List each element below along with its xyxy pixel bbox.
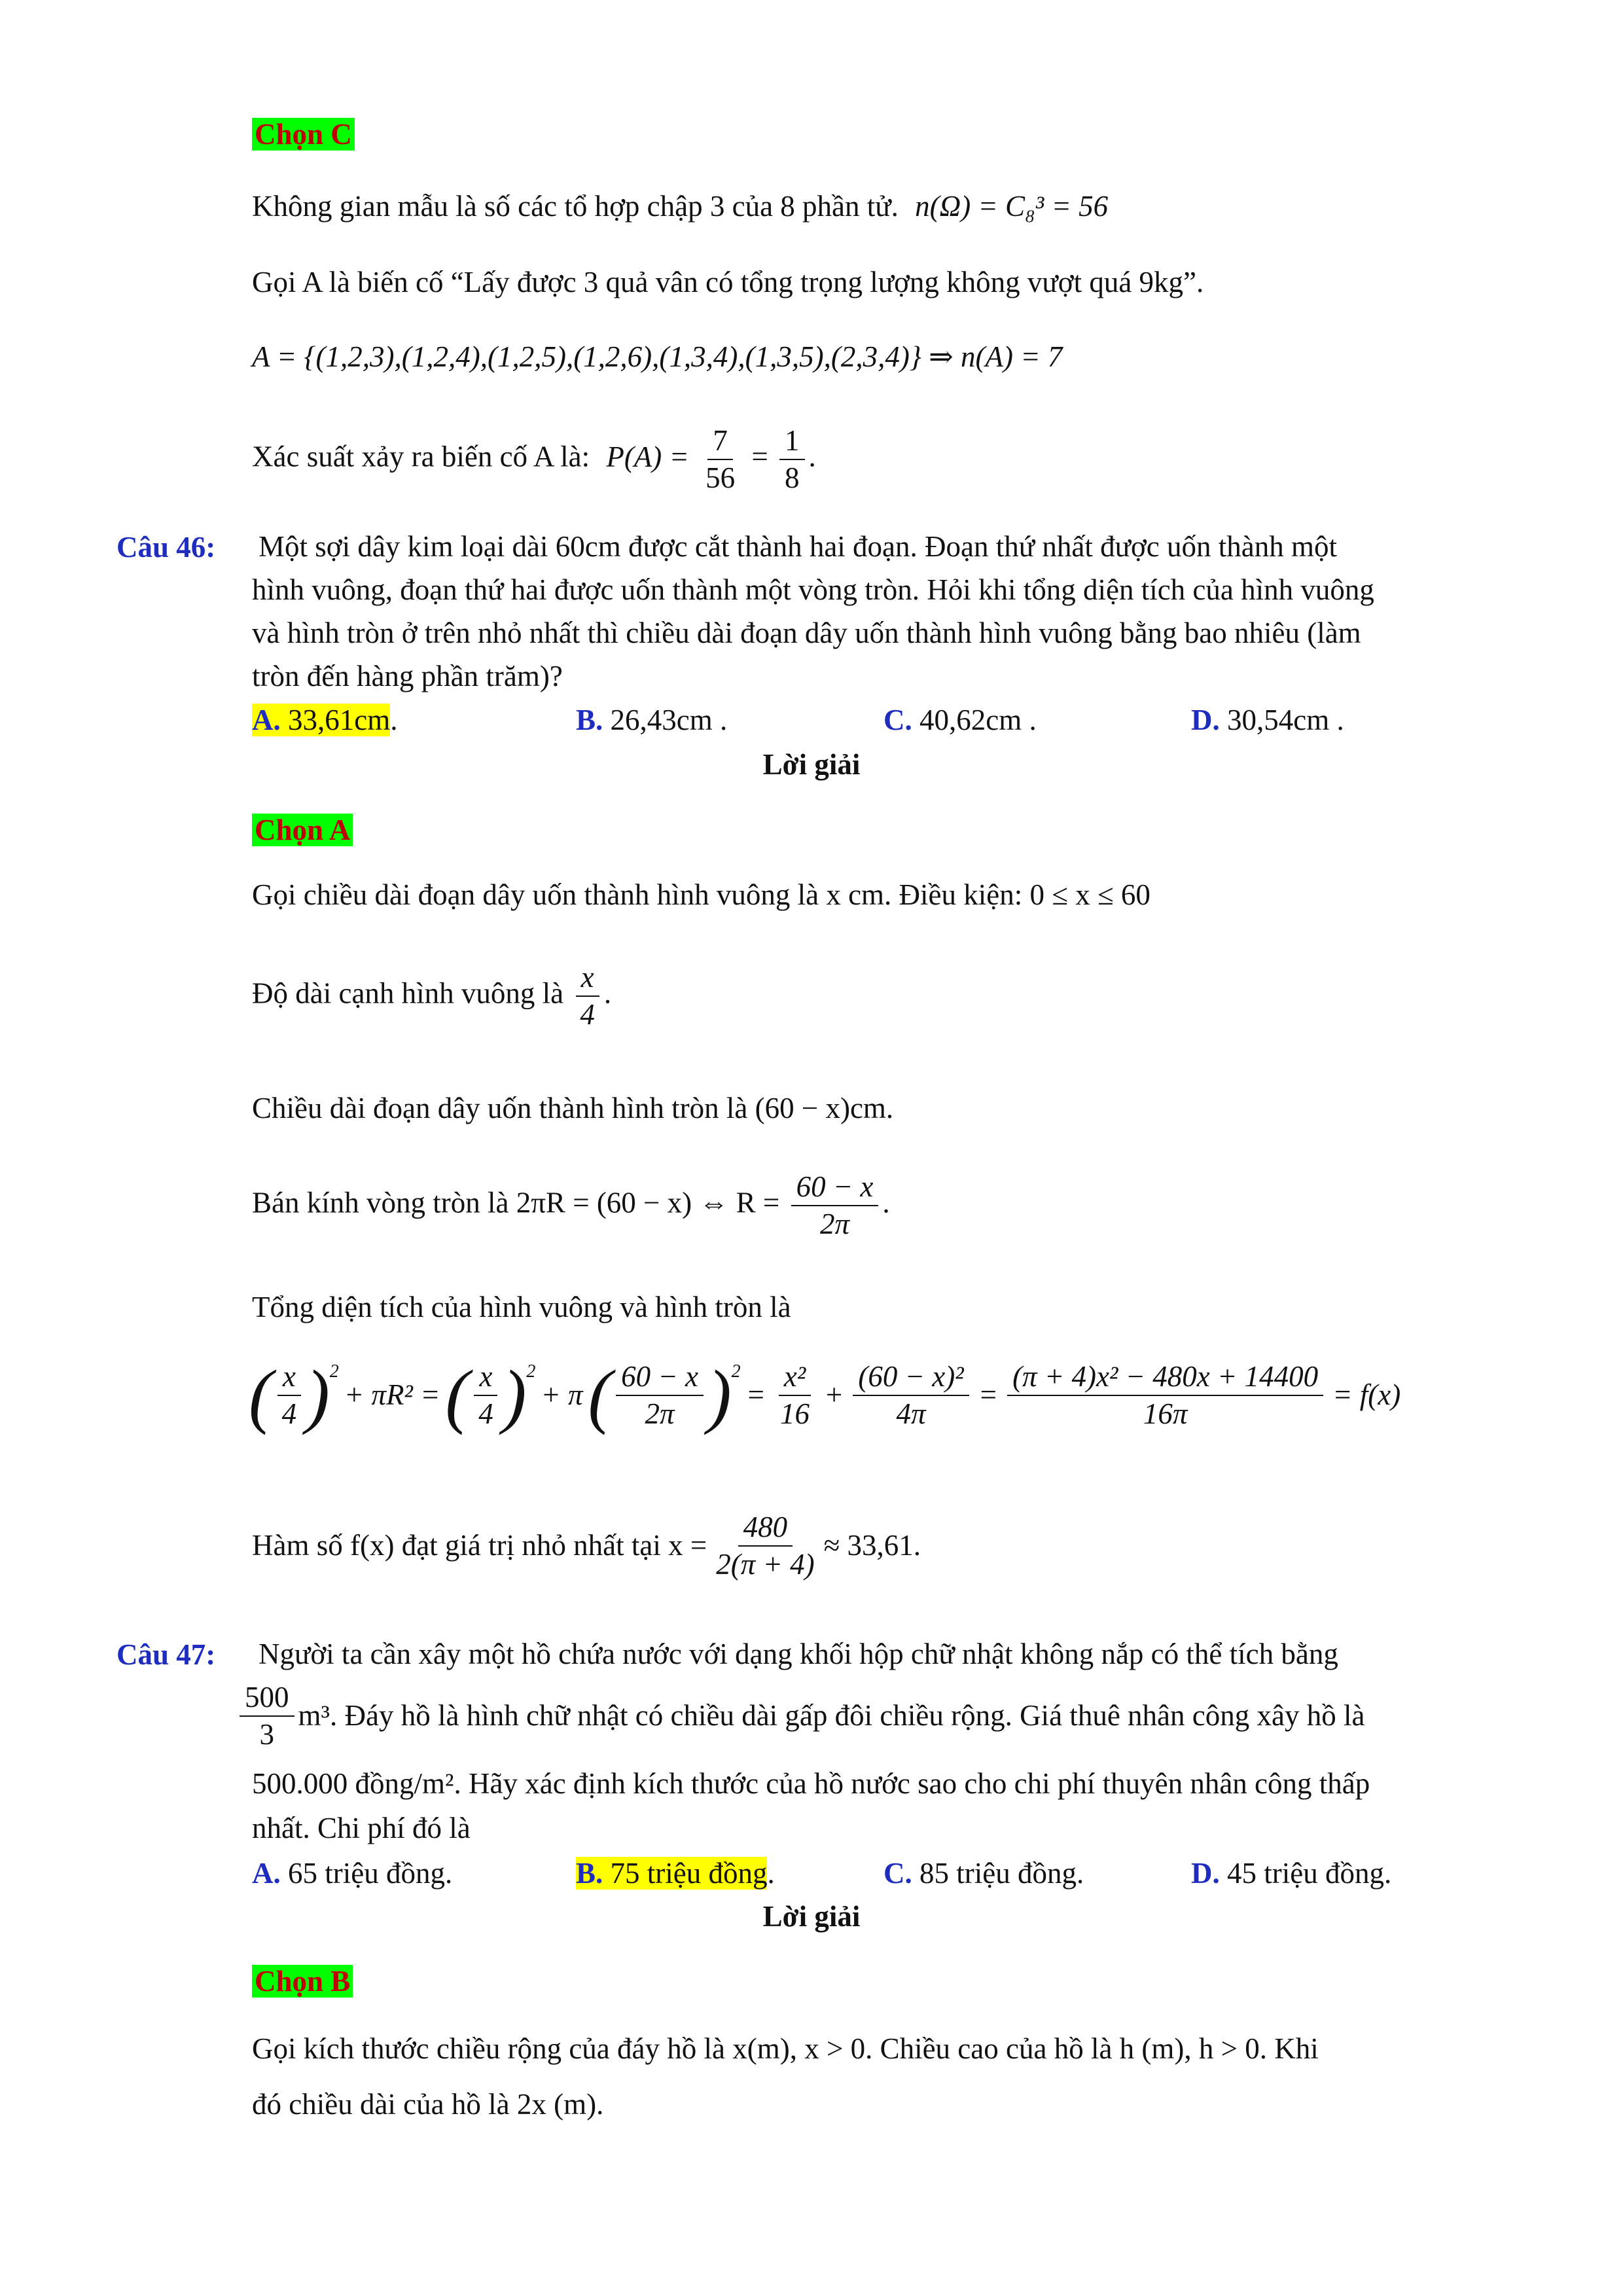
- step-text: đó chiều dài của hồ là 2x (m).: [252, 2088, 604, 2121]
- question-47-line-3: [252, 1767, 1370, 1801]
- step-text: Hàm số f(x) đạt giá trị nhỏ nhất tại x =: [252, 1529, 707, 1562]
- term-pi-r-squared: + πR² =: [344, 1378, 440, 1412]
- step-text: Chiều dài đoạn dây uốn thành hình tròn là (60 − x)cm.: [252, 1092, 894, 1124]
- fraction-480: [711, 1512, 819, 1581]
- chon-c-label: [252, 118, 355, 152]
- equation-result: = f(x): [1332, 1378, 1401, 1412]
- question-text: Người ta cần xây một hồ chứa nước với dạng khối hộp chữ nhật không nắp có thể tích bằng: [259, 1638, 1338, 1670]
- option-value: 26,43cm: [610, 704, 713, 736]
- event-definition-text: Gọi A là biến cố “Lấy được 3 quả vân có tổng trọng lượng không vượt quá 9kg”.: [252, 266, 1204, 298]
- event-set-line: [252, 340, 1062, 374]
- fraction-60-x-squared-4pi: [853, 1361, 969, 1430]
- paren-close: ): [306, 1355, 330, 1436]
- fraction-numerator: x²: [779, 1361, 811, 1396]
- fraction-denominator: 2(π + 4): [716, 1548, 815, 1581]
- option-letter: A.: [252, 1857, 281, 1890]
- sample-space-formula: n(Ω) = C₈³ = 56: [915, 190, 1109, 223]
- question-46-label: Câu 46:: [116, 531, 216, 564]
- fraction-denominator: 16π: [1143, 1397, 1188, 1431]
- fraction-7-56: [700, 425, 740, 494]
- fraction-numerator: (60 − x)²: [853, 1361, 969, 1396]
- q46-option-d[interactable]: D. 30,54cm .: [1191, 704, 1344, 736]
- paren-open: (: [588, 1355, 613, 1436]
- question-46-line-1: [259, 530, 1337, 564]
- q46-option-a[interactable]: A. 33,61cm.: [252, 704, 398, 736]
- fraction-denominator: 8: [785, 461, 800, 495]
- question-text: hình vuông, đoạn thứ hai được uốn thành một vòng tròn. Hỏi khi tổng diện tích của hình vuông: [252, 573, 1374, 606]
- fraction-x2-16: [775, 1361, 815, 1430]
- question-46-line-3: [252, 617, 1361, 651]
- option-value: 75 triệu đồng: [610, 1857, 768, 1890]
- step-text: Tổng diện tích của hình vuông và hình tròn là: [252, 1291, 791, 1323]
- chon-badge: Chọn B: [252, 1965, 353, 1998]
- q47-option-a[interactable]: [252, 1856, 452, 1890]
- fraction-denominator: 56: [705, 461, 736, 495]
- fraction-numerator: 60 − x: [791, 1172, 879, 1206]
- fraction-1-8: [779, 425, 805, 494]
- q46-step-2: Độ dài cạnh hình vuông là $\frac{x}{4}$ .: [252, 961, 612, 1031]
- paren-open: (: [249, 1355, 273, 1436]
- question-text: và hình tròn ở trên nhỏ nhất thì chiều dài đoạn dây uốn thành hình vuông bằng bao nhiêu (làm: [252, 617, 1361, 649]
- step-text: Gọi chiều dài đoạn dây uốn thành hình vuông là x cm. Điều kiện: 0 ≤ x ≤ 60: [252, 878, 1150, 911]
- fraction-denominator: 16: [780, 1397, 810, 1431]
- fraction-denominator: 4: [281, 1397, 297, 1431]
- fraction-denominator: 4: [478, 1397, 493, 1431]
- q47-solution-heading: Lời giải: [762, 1900, 861, 1933]
- step-text: Gọi kích thước chiều rộng của đáy hồ là x(m), x > 0. Chiều cao của hồ là h (m), h > 0. Khi: [252, 2032, 1319, 2065]
- event-definition-line: [252, 266, 1204, 300]
- option-value: 30,54cm: [1227, 704, 1330, 736]
- event-set-formula: A = {(1,2,3),(1,2,4),(1,2,5),(1,2,6),(1,3,4),(1,3,5),(2,3,4)} ⇒ n(A) = 7: [252, 340, 1063, 373]
- q46-area-equation: ( $\frac{x}{4}$ ) $^2$ + πR² = ( $\frac{x}{4}$ ) $^2$ + π ( $\frac{60 - x}{2\pi}$ ) $^2$ = $\frac{\text{x²}}{16}$ + $\frac{\text{(60 − x)²}}{4\pi}$ = $\frac{\text{(π + 4)x² − 480x + 14400}}{16\pi}$ = f(x): [249, 1355, 1401, 1436]
- sample-space-text: Không gian mẫu là số các tổ hợp chập 3 của 8 phần tử.: [252, 190, 899, 223]
- fraction-denominator: 2π: [645, 1397, 675, 1431]
- fraction-numerator: (π + 4)x² − 480x + 14400: [1007, 1361, 1323, 1396]
- paren-close: ): [502, 1355, 527, 1436]
- question-47-line-1: [259, 1638, 1338, 1672]
- option-letter: D.: [1191, 1857, 1220, 1890]
- fraction-numerator: x: [576, 962, 599, 997]
- chon-badge: Chọn C: [252, 118, 355, 151]
- fraction-numerator: 60 − x: [616, 1361, 704, 1396]
- option-letter: C.: [883, 1857, 912, 1890]
- question-text: tròn đến hàng phần trăm)?: [252, 660, 563, 692]
- q46-solution-heading: Lời giải: [762, 748, 861, 781]
- q47-option-c[interactable]: [883, 1856, 1084, 1890]
- option-value: 45 triệu đồng.: [1227, 1857, 1392, 1890]
- fraction-denominator: 3: [259, 1718, 274, 1751]
- probability-lhs: P(A) =: [606, 440, 689, 473]
- probability-line: Xác suất xảy ra biến cố A là: P(A) = $\frac{7}{56}$ = $\frac{1}{8}$ .: [252, 424, 816, 495]
- step-text: Độ dài cạnh hình vuông là: [252, 977, 564, 1010]
- probability-text: Xác suất xảy ra biến cố A là:: [252, 440, 590, 473]
- term-plus-pi: + π: [541, 1378, 583, 1412]
- q46-step-1: [252, 878, 1150, 912]
- option-letter: B.: [576, 704, 603, 736]
- chon-badge: Chọn A: [252, 814, 353, 846]
- q47-step-1-line-2: [252, 2088, 603, 2122]
- step-text: Bán kính vòng tròn là 2πR = (60 − x) ⇔ R =: [252, 1186, 780, 1219]
- fraction-denominator: 4π: [896, 1397, 926, 1431]
- question-47-line-2: [236, 1682, 1364, 1751]
- question-46-line-4: [252, 660, 563, 694]
- question-text: m³. Đáy hồ là hình chữ nhật có chiều dài gấp đôi chiều rộng. Giá thuê nhân công xây hồ là: [298, 1699, 1365, 1732]
- fraction-numerator: 7: [707, 425, 733, 460]
- fraction-denominator: 2π: [819, 1208, 849, 1241]
- fraction-radius: [791, 1172, 879, 1240]
- fraction-x-4: [473, 1361, 499, 1430]
- step-result: ≈ 33,61.: [823, 1529, 921, 1562]
- fraction-60-x-2pi: [616, 1361, 704, 1430]
- option-value: 33,61cm: [288, 704, 391, 736]
- option-letter: D.: [1191, 704, 1220, 736]
- option-letter: C.: [883, 704, 912, 736]
- fraction-x-4: [575, 962, 600, 1031]
- q46-step-3: [252, 1092, 893, 1126]
- fraction-numerator: x: [474, 1361, 497, 1396]
- option-value: 85 triệu đồng.: [919, 1857, 1084, 1890]
- fraction-500-3: [240, 1682, 294, 1751]
- fraction-x-4: [277, 1361, 302, 1430]
- fraction-numerator: 480: [738, 1512, 793, 1547]
- question-47-line-4: [252, 1812, 471, 1846]
- paren-close: ): [707, 1355, 732, 1436]
- fraction-numerator: x: [277, 1361, 301, 1396]
- question-47-label: Câu 47:: [116, 1638, 216, 1671]
- q47-option-b[interactable]: B. 75 triệu đồng.: [576, 1857, 775, 1890]
- q46-option-b[interactable]: B. 26,43cm .: [576, 704, 728, 736]
- q46-option-c[interactable]: C. 40,62cm .: [883, 704, 1037, 736]
- q46-step-4: Bán kính vòng tròn là 2πR = (60 − x) ⇔ R = $\frac{60 - x}{2\pi}$ .: [252, 1170, 890, 1241]
- question-text: 500.000 đồng/m². Hãy xác định kích thước của hồ nước sao cho chi phí thuyên nhân công thấp: [252, 1767, 1370, 1800]
- question-text: Một sợi dây kim loại dài 60cm được cắt thành hai đoạn. Đoạn thứ nhất được uốn thành một: [259, 530, 1337, 563]
- q47-step-1-line-1: [252, 2032, 1319, 2066]
- fraction-combined: [1007, 1361, 1323, 1430]
- q46-step-5: [252, 1291, 791, 1325]
- question-text: nhất. Chi phí đó là: [252, 1812, 471, 1844]
- option-letter: B.: [576, 1857, 603, 1890]
- q46-step-6: [252, 1512, 921, 1581]
- fraction-numerator: 1: [779, 425, 805, 460]
- q46-chon-a: [252, 814, 353, 848]
- option-value: 65 triệu đồng.: [288, 1857, 453, 1890]
- sample-space-line: [252, 190, 1108, 224]
- fraction-numerator: 500: [240, 1682, 294, 1717]
- paren-open: (: [445, 1355, 470, 1436]
- q47-chon-b: [252, 1965, 353, 1999]
- question-46-line-2: [252, 573, 1374, 607]
- q47-option-d[interactable]: [1191, 1856, 1391, 1890]
- fraction-denominator: 4: [580, 998, 595, 1031]
- option-value: 40,62cm: [919, 704, 1022, 736]
- option-letter: A.: [252, 704, 281, 736]
